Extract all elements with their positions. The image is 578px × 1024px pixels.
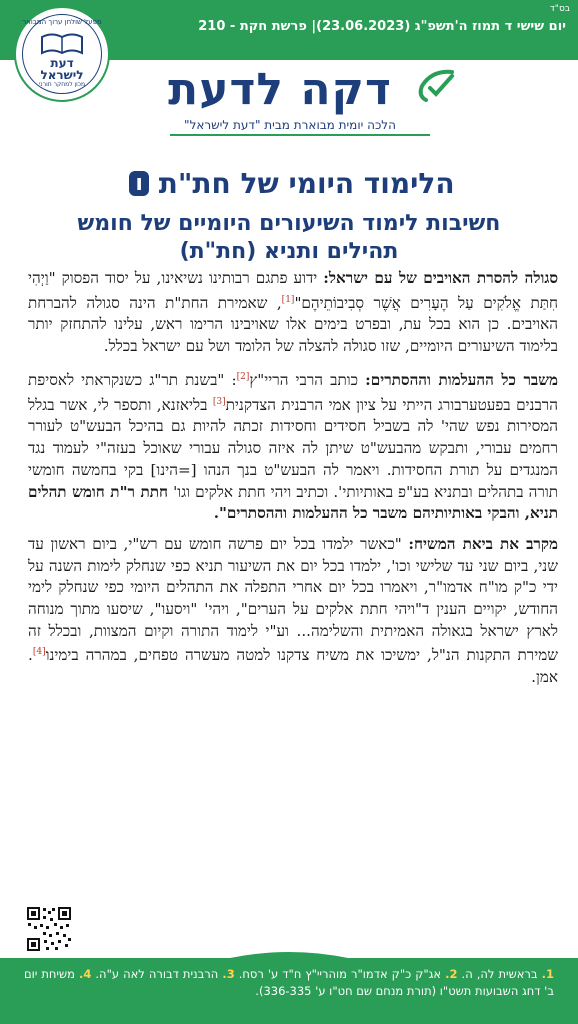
brand-logo [130, 62, 450, 142]
badge-ring [22, 14, 102, 94]
logo-underline [170, 134, 430, 136]
paragraph-2-heading: משבר כל ההעלמות וההסתרים: [365, 370, 558, 389]
paragraph-1-text-a: ידוע פתגם רבותינו נשיאינו, על יסוד הפסוק "וַיְהִי חִתַּת אֱלֹקִים עַל הֶעָרִים אֲשֶׁר סְבִיבוֹתֵיהֶם" [28, 269, 559, 312]
footnote-marker-3[interactable]: [3] [212, 396, 226, 407]
paragraph-1-heading: סגולה להסרת האויבים של עם ישראל: [323, 269, 558, 287]
footnote-marker-4[interactable]: [4] [32, 647, 46, 658]
footnote-number-3: 3. [222, 967, 235, 981]
logo-title: דקה לדעת [168, 64, 392, 115]
subtitle-line-2: תהילים ותניא (חת"ת) [179, 239, 399, 264]
swoosh-icon [412, 66, 458, 106]
paragraph-2 [28, 367, 558, 525]
page-subtitle [0, 210, 578, 266]
paragraph-1 [28, 268, 558, 358]
paragraph-2-bold-end: חתת ר"ת חומש תהלים תניא, והבקי באותיותיהם משבר כל ההעלמות וההסתרים". [28, 482, 558, 523]
page-title [0, 167, 578, 200]
footnote-marker-1[interactable]: [1] [281, 294, 295, 305]
badge-name-line2: לישראל [40, 67, 84, 82]
footnote-text-1: בראשית לה, ה. [457, 967, 542, 981]
logo-subtitle: הלכה יומית מבוארת מבית "דעת לישראל" [184, 118, 396, 132]
paragraph-2-text-b: : "בשנת תר"ג כשנקראתי לאסיפת הרבנים בפעטערבורג הייתי על ציון אמי הרבנית הצדקנית [28, 370, 558, 414]
footnote-text-2: אג"ק כ"ק אדמו"ר מוהריי"ץ ח"ד ע' רסח. [234, 967, 446, 981]
footnote-number-1: 1. [541, 967, 554, 981]
title-number-badge: ו [129, 171, 149, 196]
paragraph-2-text-c: בליאזנא, ותספר לי, אשר בגלל המסירות נפש שהי' לה בשביל חסידים וחסידות זכתה להיות גם בהיכל הבעש"ט לעורר רחמים עבורי, ותבקש מהבעש"ט שיתן לה איזה סגולה עבורי שאוכל בעזה"י לעמוד נגד המנגדים על תורת החסידות. ויאמר לה הבעש"ט בנך הנהו [=הינו] בקי בחמשה חומשי תורה בתהלים ובתניא בע"פ באותיותי'. וכתיב ויהי חתת אלקים וגו' [28, 395, 559, 501]
paragraph-3-text-b: . אמן. [28, 646, 558, 687]
paragraph-3-heading: מקרב את ביאת המשיח: [408, 534, 559, 553]
footnotes [24, 966, 554, 1000]
footnote-text-3: הרבנית דבורה לאה ע"ה. [91, 967, 223, 981]
footnote-number-4: 4. [78, 967, 92, 981]
footnote-number-2: 2. [445, 967, 458, 981]
paragraph-2-text-a: כותב הרבי הריי"ץ [249, 370, 366, 389]
footnote-marker-2[interactable]: [2] [236, 371, 250, 382]
bsd-mark: בס"ד [549, 4, 570, 14]
subtitle-line-1: חשיבות לימוד השיעורים היומיים של חומש [77, 211, 501, 236]
badge-name-line1: דעת [50, 55, 74, 70]
paragraph-3-text-a: "כאשר ילמדו בכל יום פרשה חומש עם רש"י, ביום ראשון עד שני, ביום שני עד שלישי וכו', ילמדו בכל יום את השיעור תניא כפי שנחלק לימות השנה על ידי כ"ק מו"ח אדמו"ר, ויאמרו בכל יום אחרי התפלה את התהלים היומי כפי שנחלק לימי החודש, יקויים הענין ד"ויהי חתת אלקים על הערים", ויהי' "ויסעו", שיסעו מתוך מנוחה לארץ ישראל בגאולה האמיתית והשלימה... וע"י לימוד התורה וקיום המצוות, ובכלל זה שמירת התקנות הנ"ל, ימשיכו את משיח צדקנו למטה מעשרה טפחים, במהרה בימינו [28, 534, 558, 665]
badge-top-text: מפעל שולחן ערוך המבואר [22, 18, 102, 26]
title-text: הלימוד היומי של חת"ת [158, 167, 455, 200]
article-body [28, 268, 558, 698]
badge-bottom-text: מכון למחקר תורני [38, 80, 86, 88]
footnote-text-4: משיחת יום ב' דחג השבועות תשט"ו (תורת מנחם שם חט"ו ע' 336-335). [24, 967, 554, 998]
publisher-badge [14, 6, 110, 102]
paragraph-1-text-b: , שאמירת החת"ת הינה סגולה להברחת האויבים. כן הוא בכל עת, ובפרט בימים אלו שאויבינו הרימו ראש, עלינו להתחזק יותר בלימוד השיעורים היומיים, שזו סגולה להצלה של הלומד ושל עם ישראל בכלל. [28, 293, 558, 356]
paragraph-3 [28, 534, 558, 689]
date-line: יום שישי ד תמוז ה'תשפ"ג (23.06.2023)| פרשת חקת - 210 [198, 19, 566, 34]
